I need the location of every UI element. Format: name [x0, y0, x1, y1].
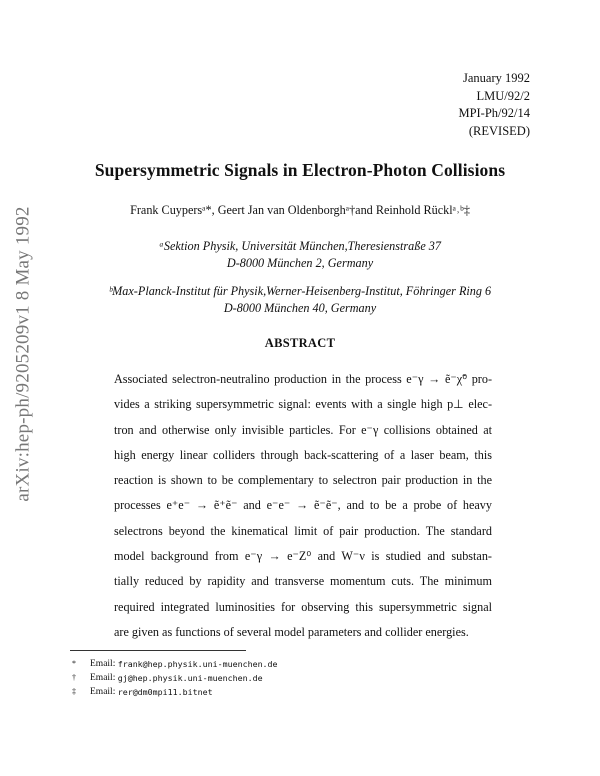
footnote-email-link[interactable]: rer@dm0mpi11.bitnet [117, 687, 213, 697]
affiliation-b-line2: D-8000 München 40, Germany [223, 301, 377, 315]
footnote-mark: * [72, 659, 76, 668]
abstract-line: reaction is shown to be complementary to selectron pair production in the [114, 473, 492, 488]
abstract-line: tially reduced by rapidity and transverse momentum cuts. The minimum [114, 574, 492, 589]
footnote-item [72, 671, 278, 685]
abstract-line: model background from e⁻γ → e⁻Z⁰ and W⁻ν is studied and substan- [114, 549, 492, 564]
footnote-mark: ‡ [72, 687, 76, 696]
abstract-line: high energy linear colliders through back-scattering of a laser beam, this [114, 447, 492, 462]
affiliation-a-line1: ᵃSektion Physik, Universität München,Theresienstraße 37 [159, 239, 441, 253]
affiliation-a-line2: D-8000 München 2, Germany [226, 256, 374, 270]
report-number-mpi: MPI-Ph/92/14 [458, 106, 530, 120]
abstract-line: required integrated luminosities for observing this supersymmetric signal [114, 599, 492, 614]
footnote-email-link[interactable]: frank@hep.physik.uni-muenchen.de [117, 659, 278, 669]
revision-status: (REVISED) [468, 123, 530, 138]
abstract-body [114, 367, 492, 645]
affiliation-a [0, 238, 600, 272]
abstract-line: tron and otherwise only invisible particles. For e⁻γ collisions obtained at [114, 422, 492, 437]
footnote-label: Email: [90, 687, 116, 697]
footnotes [72, 657, 278, 699]
paper-title: Supersymmetric Signals in Electron-Photon Collisions [94, 160, 506, 180]
abstract-heading: ABSTRACT [264, 336, 336, 350]
report-date: January 1992 [463, 71, 530, 85]
report-number-lmu: LMU/92/2 [476, 88, 530, 103]
footnote-label: Email: [90, 659, 116, 669]
footnote-item [72, 685, 278, 699]
abstract-line: are given as functions of several model parameters and collider energies. [114, 624, 469, 639]
report-metadata [458, 70, 530, 140]
footnote-email-link[interactable]: gj@hep.physik.uni-muenchen.de [117, 673, 263, 683]
arxiv-identifier: arXiv:hep-ph/9205209v1 8 May 1992 [13, 206, 35, 502]
footnote-divider [70, 650, 246, 651]
abstract-line: selectrons beyond the kinematical limit of pair production. The standard [114, 523, 492, 538]
abstract-line: processes e⁺e⁻ → ẽ⁺ẽ⁻ and e⁻e⁻ → ẽ⁻ẽ⁻, and to be a probe of heavy [114, 498, 492, 513]
author-list: Frank Cuypersᵃ*, Geert Jan van Oldenborghᵃ†and Reinhold Rücklᵃ˒ᵇ‡ [130, 203, 470, 217]
affiliation-b-line1: ᵇMax-Planck-Institut für Physik,Werner-Heisenberg-Institut, Föhringer Ring 6 [108, 284, 492, 298]
footnote-item [72, 657, 278, 671]
affiliation-b [0, 283, 600, 317]
abstract-line: vides a striking supersymmetric signal: events with a single high p⊥ elec- [114, 397, 492, 412]
footnote-label: Email: [90, 673, 116, 683]
footnote-mark: † [72, 673, 76, 682]
abstract-line: Associated selectron-neutralino production in the process e⁻γ → ẽ⁻χ̃⁰ pro- [114, 372, 492, 386]
